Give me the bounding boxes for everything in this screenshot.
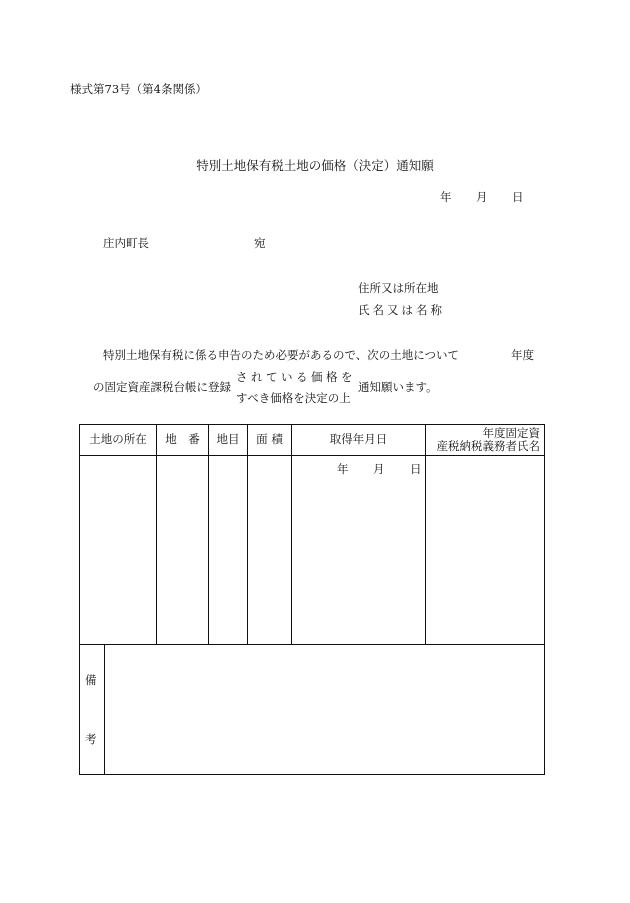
applicant-name-label: 氏名又は名称: [358, 303, 445, 317]
column-divider: [291, 424, 292, 645]
column-divider: [247, 424, 248, 645]
header-divider: [79, 455, 545, 456]
date-month-label: 月: [476, 190, 488, 204]
acquisition-year-label: 年: [337, 462, 349, 476]
addressee: 庄内町長: [103, 236, 149, 250]
remarks-label-divider: [104, 644, 105, 775]
acquisition-month-label: 月: [373, 462, 385, 476]
body-line-2-suffix: 通知願います。: [358, 380, 438, 394]
addressee-suffix: 宛: [254, 236, 266, 250]
body-line-1: 特別土地保有税に係る申告のため必要があるので、次の土地について: [103, 348, 460, 362]
header-location: 土地の所在: [89, 432, 147, 447]
land-table: [79, 424, 545, 775]
column-divider: [208, 424, 209, 645]
header-land-category: 地目: [216, 432, 240, 447]
header-acquisition-date: 取得年月日: [329, 432, 388, 447]
header-taxpayer-name: [426, 425, 544, 455]
header-taxpayer-line-2: 産税納税義務者氏名: [436, 439, 540, 453]
body-fiscal-year: 年度: [511, 348, 534, 362]
remarks-label-2: 考: [85, 732, 97, 746]
date-day-label: 日: [512, 190, 524, 204]
table-border-right: [544, 424, 545, 775]
table-border-left: [79, 424, 80, 775]
applicant-address-label: 住所又は所在地: [358, 281, 439, 295]
column-divider: [425, 424, 426, 645]
option-registered-price: されている価格を: [236, 370, 356, 384]
form-number: 様式第73号（第4条関係）: [70, 82, 207, 96]
form-title: 特別土地保有税土地の価格（決定）通知願: [196, 158, 434, 173]
header-lot-number: 地 番: [165, 432, 200, 447]
date-year-label: 年: [440, 190, 452, 204]
header-taxpayer-line-1: 年度固定資: [482, 425, 540, 440]
remarks-label-1: 備: [85, 673, 97, 687]
body-line-2-prefix: の固定資産課税台帳に登録: [93, 380, 231, 394]
header-area: 面 積: [256, 432, 283, 447]
option-price-to-decide: すべき価格を決定の上: [236, 391, 351, 405]
remarks-divider: [79, 644, 545, 645]
acquisition-day-label: 日: [410, 462, 422, 476]
column-divider: [156, 424, 157, 645]
table-border-bottom: [79, 774, 545, 775]
